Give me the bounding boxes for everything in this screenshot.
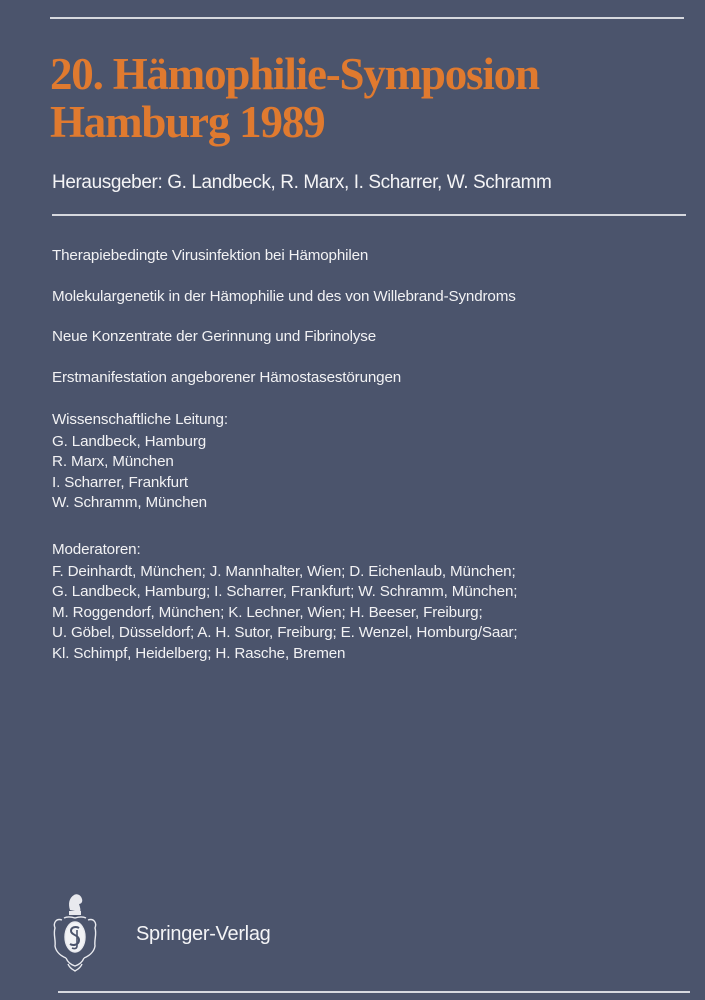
topic-item: Molekulargenetik in der Hämophilie und des von Willebrand-Syndroms	[52, 287, 516, 305]
middle-divider	[52, 214, 686, 216]
director-name: I. Scharrer, Frankfurt	[52, 473, 188, 491]
topic-item: Therapiebedingte Virusinfektion bei Hämophilen	[52, 247, 369, 264]
bottom-divider	[58, 991, 690, 993]
title-line-2: Hamburg 1989	[50, 97, 325, 147]
moderators-line: Kl. Schimpf, Heidelberg; H. Rasche, Bremen	[52, 644, 346, 662]
topic-item: Neue Konzentrate der Gerinnung und Fibrinolyse	[52, 328, 377, 345]
director-name: G. Landbeck, Hamburg	[52, 432, 207, 450]
publisher-name: Springer-Verlag	[136, 922, 271, 945]
moderators-line: G. Landbeck, Hamburg; I. Scharrer, Frankfurt; W. Schramm, München;	[52, 583, 518, 600]
scientific-direction-heading: Wissenschaftliche Leitung:	[52, 411, 228, 428]
book-title	[50, 50, 539, 146]
scientific-direction-section	[52, 410, 228, 514]
springer-knight-crest-icon	[50, 890, 100, 972]
top-divider	[50, 17, 684, 19]
moderators-line: F. Deinhardt, München; J. Mannhalter, Wien; D. Eichenlaub, München;	[52, 562, 516, 580]
title-line-1: 20. Hämophilie-Symposion	[50, 49, 539, 99]
editors-line: Herausgeber: G. Landbeck, R. Marx, I. Scharrer, W. Schramm	[52, 172, 552, 193]
topics-list	[52, 246, 516, 408]
topic-item: Erstmanifestation angeborener Hämostasestörungen	[52, 368, 402, 386]
publisher-block	[50, 890, 270, 972]
moderators-section	[52, 540, 517, 664]
moderators-heading: Moderatoren:	[52, 541, 141, 558]
director-name: W. Schramm, München	[52, 494, 207, 511]
moderators-line: U. Göbel, Düsseldorf; A. H. Sutor, Freiburg; E. Wenzel, Homburg/Saar;	[52, 624, 518, 641]
moderators-line: M. Roggendorf, München; K. Lechner, Wien; H. Beeser, Freiburg;	[52, 603, 483, 621]
director-name: R. Marx, München	[52, 453, 174, 470]
